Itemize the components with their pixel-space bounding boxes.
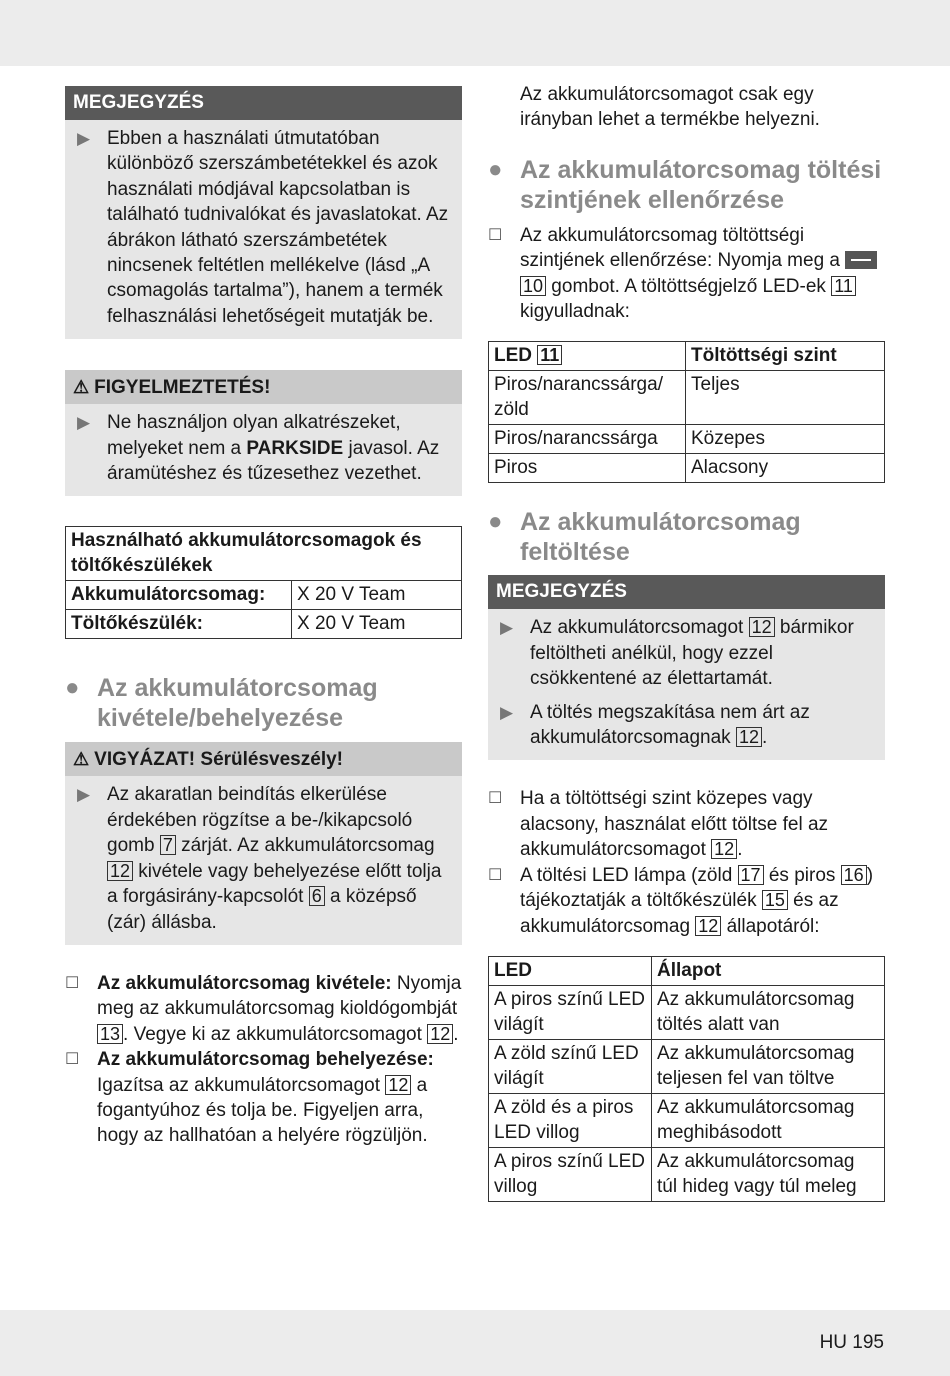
- table-row: Piros Alacsony: [489, 454, 885, 483]
- checkbox-bullet-icon: ☐: [488, 790, 503, 808]
- header-bar: [0, 0, 950, 66]
- part-ref: 12: [427, 1024, 453, 1044]
- page-number: HU 195: [819, 1332, 884, 1353]
- checkbox-bullet-icon: ☐: [488, 226, 503, 244]
- checkbox-bullet-icon: ☐: [65, 974, 80, 992]
- section-heading: ● Az akkumulátorcsomag töltési szintjének ellenőrzése: [488, 155, 882, 214]
- footer-bar: [0, 1310, 950, 1376]
- part-ref: 17: [738, 865, 764, 885]
- part-ref: 11: [831, 276, 856, 296]
- circle-bullet-icon: ●: [65, 674, 80, 702]
- table-row: Töltőkészülék: X 20 V Team: [66, 610, 462, 639]
- triangle-bullet-icon: ▶: [77, 129, 91, 148]
- charge-level-table: [488, 341, 885, 483]
- step-check: ☐ Az akkumulátorcsomag töltöttségi szintjének ellenőrzése: Nyomja meg a 10 gombot. A töltöttségjelző LED-ek 11 kigyulladnak:: [488, 223, 885, 325]
- part-ref: 6: [309, 886, 325, 906]
- part-ref: 12: [695, 916, 721, 936]
- caution-box: [65, 742, 462, 944]
- triangle-bullet-icon: ▶: [77, 413, 91, 433]
- part-ref: 13: [97, 1024, 123, 1044]
- note-title: MEGJEGYZÉS: [65, 86, 462, 120]
- table-row: Akkumulátorcsomag: X 20 V Team: [66, 581, 462, 610]
- warning-triangle-icon: ⚠: [73, 749, 90, 770]
- step-charge-led: ☐ A töltési LED lámpa (zöld 17 és piros 16 ) tájékoztatják a töltőkészülék 15 és az akkumulátorcsomag 12 állapotáról:: [488, 863, 885, 939]
- table-row: A zöld és a piros LED villog Az akkumulátorcsomag meghibásodott: [489, 1093, 885, 1147]
- step-charge-level: ☐ Ha a töltöttségi szint közepes vagy alacsony, használat előtt töltse fel az akkumulátorcsomagot 12 .: [488, 786, 885, 862]
- circle-bullet-icon: ●: [488, 508, 503, 536]
- right-column: [488, 82, 885, 1202]
- part-ref: 12: [107, 861, 133, 881]
- note-item: ▶ Ebben a használati útmutatóban különböző szerszámbetétekkel és azok használati módjával kapcsolatban is található tudnivalókat és javaslatokat. Az ábrákon látható szerszámbetétek nincsenek feltétlen mellékelve (lásd „A csomagolás tartalma”), hanem a termék felhasználási lehetőségeit mutatják be.: [77, 126, 454, 329]
- left-column: [65, 86, 462, 1149]
- triangle-bullet-icon: ▶: [77, 785, 91, 805]
- warning-box: [65, 370, 462, 496]
- section-heading: ● Az akkumulátorcsomag feltöltése: [488, 508, 801, 567]
- circle-bullet-icon: ●: [488, 155, 503, 183]
- caution-title: VIGYÁZAT! Sérülésveszély!: [94, 749, 343, 771]
- part-ref: 16: [841, 865, 867, 885]
- table-row: A zöld színű LED világít Az akkumulátorcsomag teljesen fel van töltve: [489, 1039, 885, 1093]
- part-ref: 10: [520, 276, 546, 296]
- note-item: ▶ A töltés megszakítása nem árt az akkumulátorcsomagnak 12 .: [500, 700, 877, 751]
- part-ref: 15: [762, 890, 788, 910]
- section-heading: ● Az akkumulátorcsomag kivétele/behelyezése: [65, 674, 378, 733]
- table-row: A piros színű LED világít Az akkumulátorcsomag töltés alatt van: [489, 985, 885, 1039]
- part-ref: 12: [749, 617, 775, 637]
- note-box: [488, 575, 885, 760]
- triangle-bullet-icon: ▶: [500, 618, 514, 638]
- part-ref: 12: [385, 1075, 411, 1095]
- compat-table-header: Használható akkumulátorcsomagok és töltőkészülékek: [66, 527, 462, 581]
- battery-button-icon: [845, 251, 877, 269]
- led-status-table: [488, 956, 885, 1202]
- compat-table: [65, 526, 462, 639]
- intro-text: Az akkumulátorcsomagot csak egy irányban lehet a termékbe helyezni.: [520, 84, 820, 131]
- checkbox-bullet-icon: ☐: [65, 1051, 80, 1069]
- part-ref: 12: [711, 839, 737, 859]
- table-header-row: LED Állapot: [489, 956, 885, 985]
- step-insert: ☐ Az akkumulátorcsomag behelyezése: Igazítsa az akkumulátorcsomagot 12 a fogantyúhoz és tolja be. Figyeljen arra, hogy az hallhatóan a helyére rögzüljön.: [65, 1047, 462, 1149]
- warning-triangle-icon: ⚠: [73, 377, 90, 398]
- part-ref: 7: [160, 835, 176, 855]
- table-header-row: LED 11 Töltöttségi szint: [489, 342, 885, 371]
- table-row: A piros színű LED villog Az akkumulátorcsomag túl hideg vagy túl meleg: [489, 1147, 885, 1201]
- caution-item: ▶ Az akaratlan beindítás elkerülése érdekében rögzítse a be-/kikapcsoló gomb 7 zárját. Az akkumulátorcsomag 12 kivétele vagy behelyezése előtt tolja a forgásirány-kapcsolót 6 a középső (zár) állásba.: [77, 782, 454, 934]
- triangle-bullet-icon: ▶: [500, 702, 514, 722]
- step-remove: ☐ Az akkumulátorcsomag kivétele: Nyomja meg az akkumulátorcsomag kioldógombját 13 . Vegye ki az akkumulátorcsomagot 12 .: [65, 971, 462, 1047]
- table-row: Piros/narancssárga Közepes: [489, 425, 885, 454]
- checkbox-bullet-icon: ☐: [488, 866, 503, 884]
- brand-name: PARKSIDE: [246, 437, 344, 459]
- part-ref: 11: [537, 345, 562, 365]
- note-box: [65, 86, 462, 339]
- note-item: ▶ Az akkumulátorcsomagot 12 bármikor feltöltheti anélkül, hogy ezzel csökkentené az élettartamát.: [500, 615, 877, 691]
- note-title: MEGJEGYZÉS: [488, 575, 885, 609]
- table-row: Piros/narancssárga/ zöld Teljes: [489, 371, 885, 425]
- warning-title: FIGYELMEZTETÉS!: [94, 377, 271, 399]
- warning-item: ▶ Ne használjon olyan alkatrészeket, melyeket nem a PARKSIDE javasol. Az áramütéshez és tűzesethez vezethet.: [77, 410, 454, 486]
- part-ref: 12: [736, 727, 762, 747]
